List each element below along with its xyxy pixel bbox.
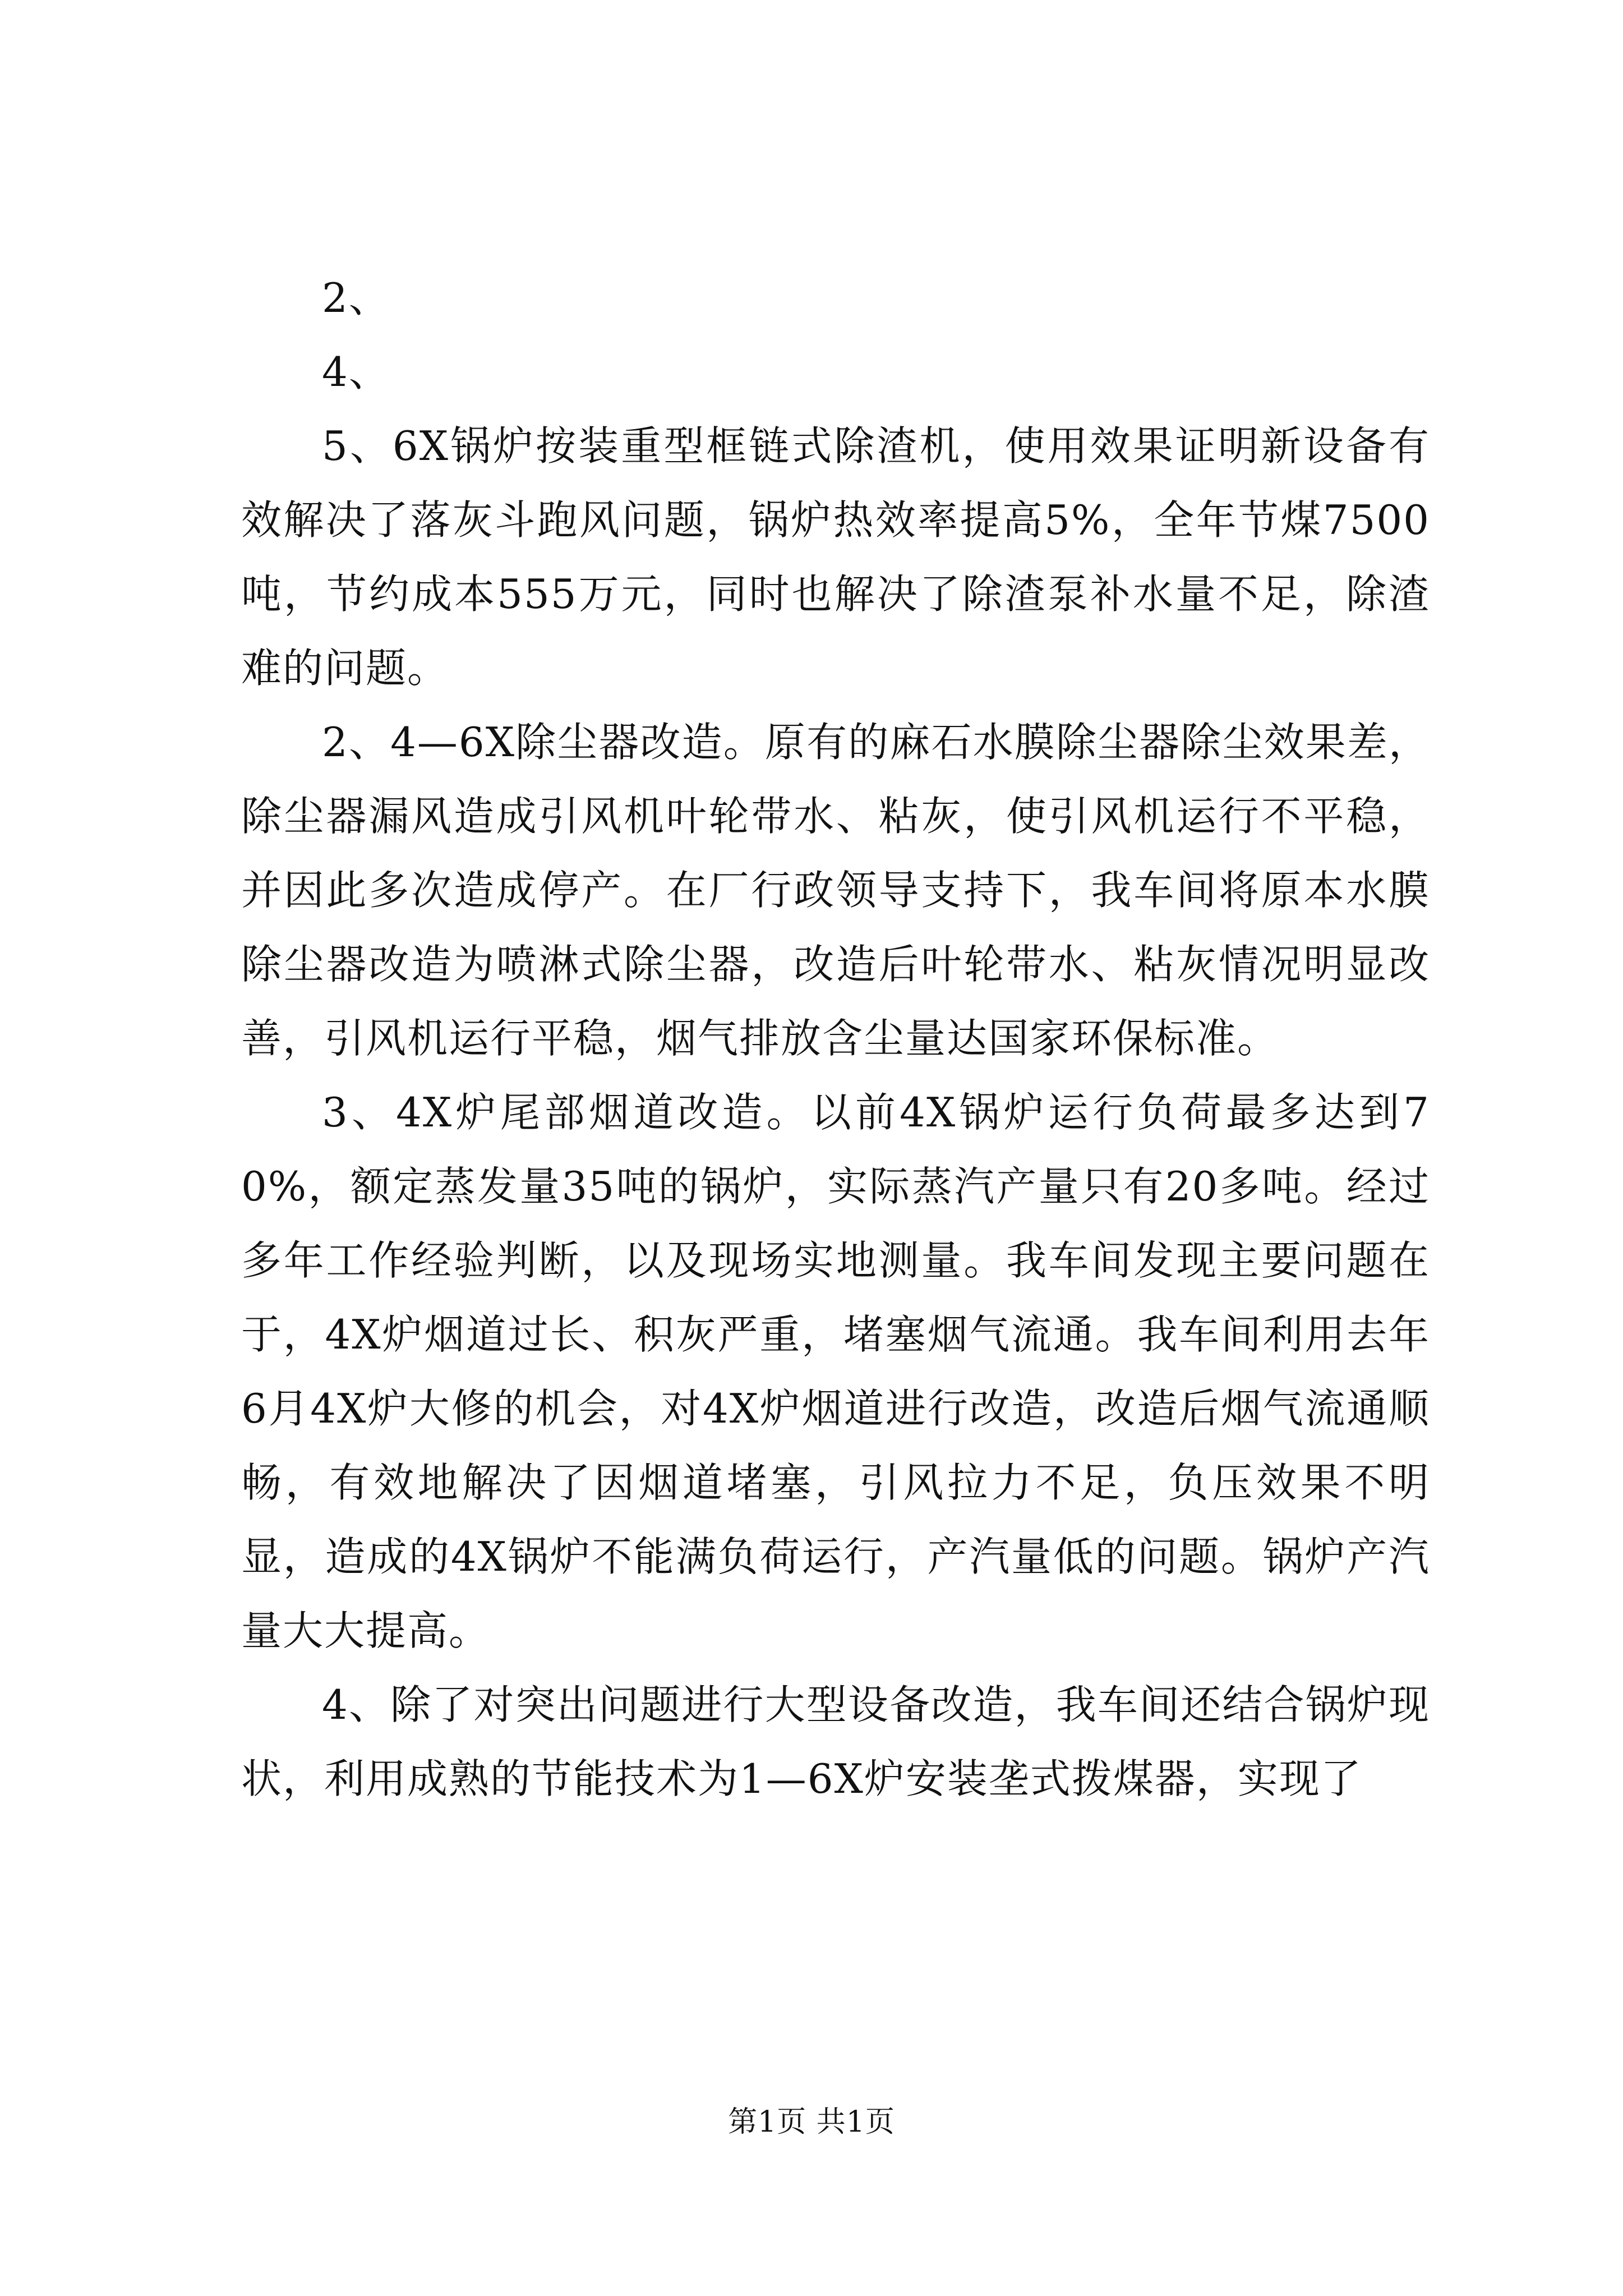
paragraph-6: 4、除了对突出问题进行大型设备改造，我车间还结合锅炉现状，利用成熟的节能技术为1—6X炉安装垄式拨煤器，实现了	[241, 1681, 1430, 1802]
paragraph-3: 5、6X锅炉按装重型框链式除渣机，使用效果证明新设备有效解决了落灰斗跑风问题，锅炉热效率提高5%，全年节煤7500吨，节约成本555万元，同时也解决了除渣泵补水量不足，除渣难的问题。	[241, 422, 1430, 692]
paragraph-5: 3、4X炉尾部烟道改造。以前4X锅炉运行负荷最多达到70%，额定蒸发量35吨的锅炉，实际蒸汽产量只有20多吨。经过多年工作经验判断，以及现场实地测量。我车间发现主要问题在于，4X炉烟道过长、积灰严重，堵塞烟气流通。我车间利用去年6月4X炉大修的机会，对4X炉烟道进行改造，改造后烟气流通顺畅，有效地解决了因烟道堵塞，引风拉力不足，负压效果不明显，造成的4X锅炉不能满负荷运行，产汽量低的问题。锅炉产汽量大大提高。	[241, 1089, 1430, 1654]
document-body	[241, 261, 1430, 1816]
page-footer: 第1页 共1页	[728, 2105, 895, 2139]
paragraph-4: 2、4—6X除尘器改造。原有的麻石水膜除尘器除尘效果差，除尘器漏风造成引风机叶轮带水、粘灰，使引风机运行不平稳，并因此多次造成停产。在厂行政领导支持下，我车间将原本水膜除尘器改造为喷淋式除尘器，改造后叶轮带水、粘灰情况明显改善，引风机运行平稳，烟气排放含尘量达国家环保标准。	[241, 719, 1430, 1062]
paragraph-1: 2、	[322, 274, 390, 321]
paragraph-2: 4、	[322, 348, 390, 395]
